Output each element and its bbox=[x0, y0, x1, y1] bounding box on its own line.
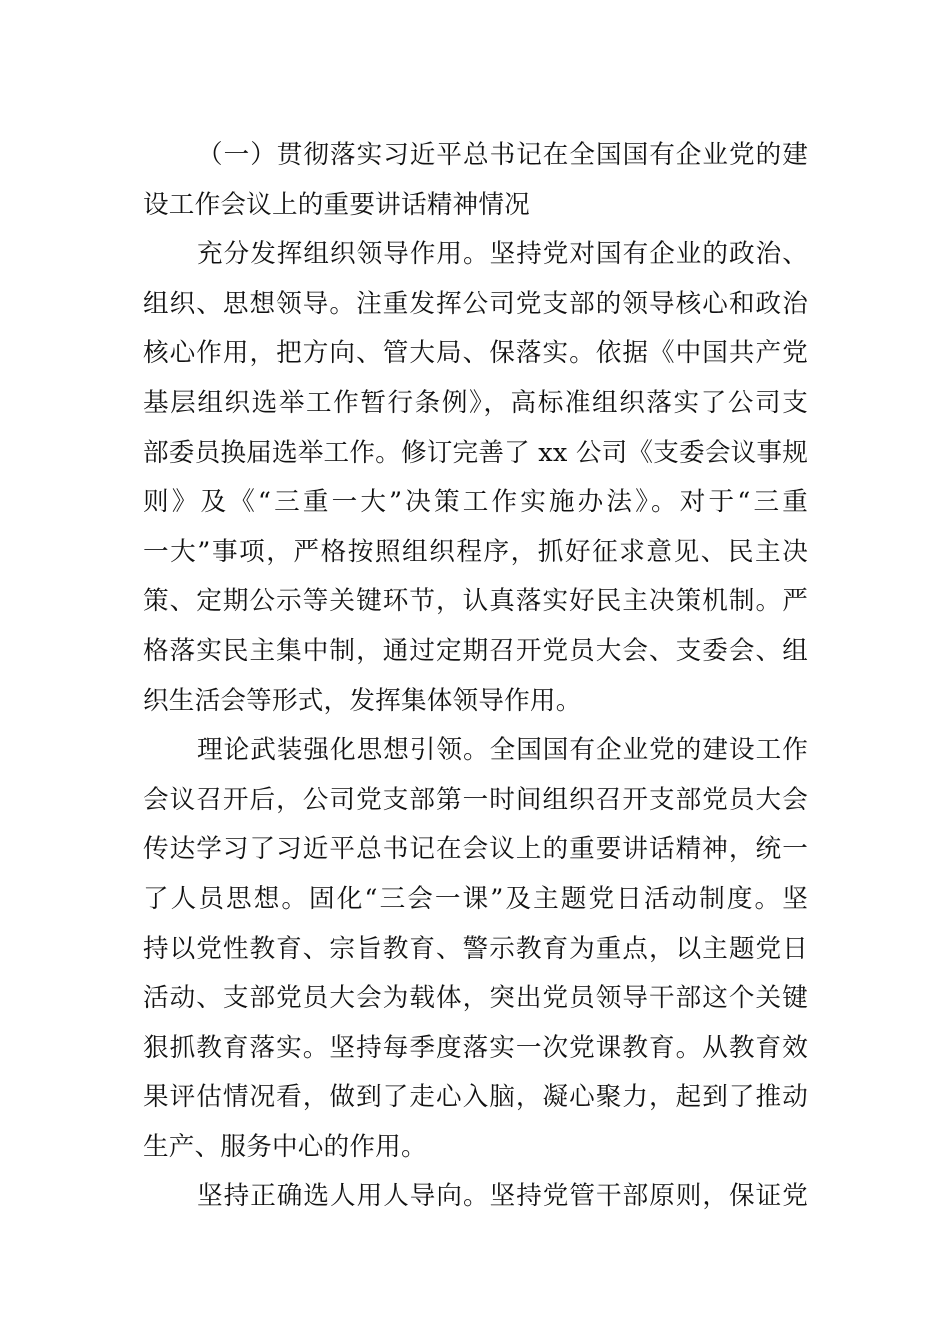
paragraph-line: 织生活会等形式，发挥集体领导作用。 bbox=[143, 685, 582, 716]
paragraph-line: 传达学习了习近平总书记在会议上的重要讲话精神，统一 bbox=[143, 834, 808, 865]
paragraph-line: 基层组织选举工作暂行条例》，高标准组织落实了公司支 bbox=[143, 387, 808, 418]
paragraph-line: 持以党性教育、宗旨教育、警示教育为重点，以主题党日 bbox=[143, 933, 808, 964]
paragraph-line: 生产、服务中心的作用。 bbox=[143, 1131, 427, 1162]
paragraph-line: 策、定期公示等关键环节，认真落实好民主决策机制。严 bbox=[143, 586, 808, 617]
paragraph-line: 格落实民主集中制，通过定期召开党员大会、支委会、组 bbox=[143, 635, 808, 666]
paragraph-line: 充分发挥组织领导作用。坚持党对国有企业的政治、 bbox=[197, 239, 808, 270]
paragraph-line: 组织、思想领导。注重发挥公司党支部的领导核心和政治 bbox=[143, 288, 808, 319]
paragraph-line: 则》及《“三重一大”决策工作实施办法》。对于“三重 bbox=[143, 487, 808, 518]
heading-line: （一）贯彻落实习近平总书记在全国国有企业党的建 bbox=[197, 140, 808, 170]
paragraph-line: 核心作用，把方向、管大局、保落实。依据《中国共产党 bbox=[143, 338, 808, 369]
paragraph-organizational-leadership bbox=[143, 230, 808, 726]
paragraph-line: 一大”事项，严格按照组织程序，抓好征求意见、民主决 bbox=[143, 536, 808, 567]
paragraph-line: 果评估情况看，做到了走心入脑，凝心聚力，起到了推动 bbox=[143, 1082, 808, 1113]
paragraph-line: 活动、支部党员大会为载体，突出党员领导干部这个关键 bbox=[143, 983, 808, 1014]
paragraph-line: 理论武装强化思想引领。全国国有企业党的建设工作 bbox=[197, 735, 808, 766]
paragraph-line: 坚持正确选人用人导向。坚持党管干部原则，保证党 bbox=[197, 1181, 808, 1212]
section-heading bbox=[143, 131, 808, 230]
paragraph-line: 部委员换届选举工作。修订完善了 xx 公司《支委会议事规 bbox=[143, 437, 808, 468]
document-body bbox=[143, 131, 808, 1222]
paragraph-line: 了人员思想。固化“三会一课”及主题党日活动制度。坚 bbox=[143, 883, 808, 914]
paragraph-personnel-selection bbox=[143, 1172, 808, 1222]
paragraph-theoretical-guidance bbox=[143, 726, 808, 1172]
heading-line: 设工作会议上的重要讲话精神情况 bbox=[143, 189, 530, 220]
paragraph-line: 狠抓教育落实。坚持每季度落实一次党课教育。从教育效 bbox=[143, 1032, 808, 1063]
paragraph-line: 会议召开后，公司党支部第一时间组织召开支部党员大会 bbox=[143, 784, 808, 815]
